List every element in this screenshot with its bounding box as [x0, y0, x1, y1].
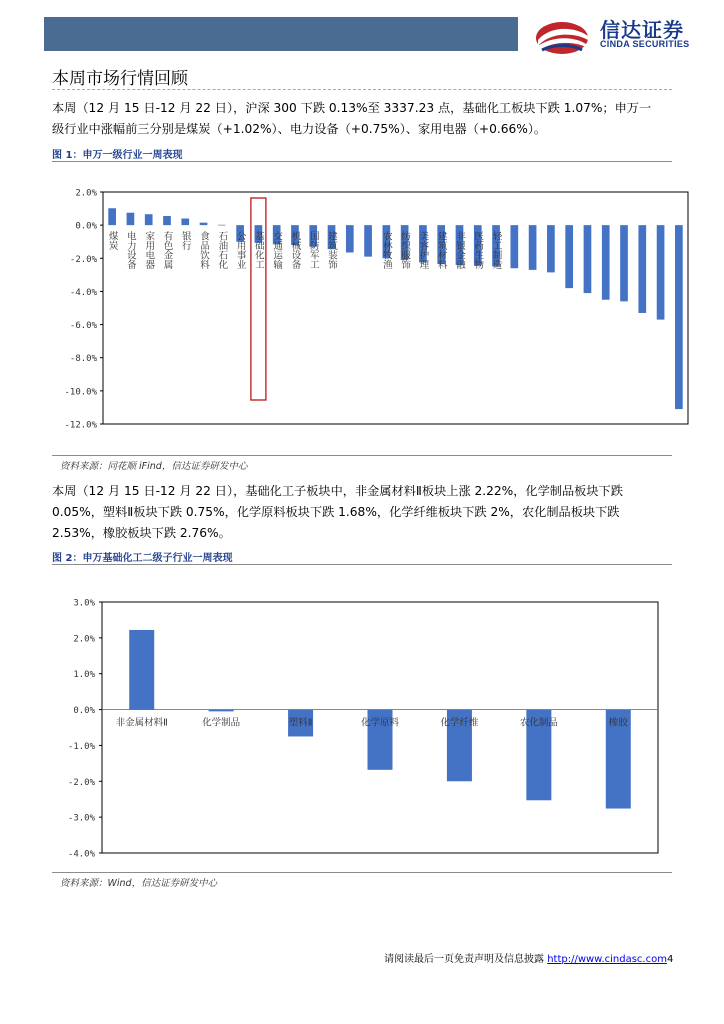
bar [584, 225, 592, 293]
x-tick-label: 塑料Ⅱ [288, 717, 313, 729]
x-tick-label: 轻工制造 [490, 231, 502, 270]
bar [364, 225, 372, 256]
y-tick-label: 1.0% [73, 670, 95, 681]
subsector-weekly-bar-chart [52, 588, 672, 863]
x-tick-label: 化学制品 [202, 717, 241, 729]
cinda-logo-icon [532, 14, 592, 56]
footer-disclaimer [384, 950, 673, 965]
x-tick-label: 交通运输 [271, 231, 283, 270]
bar [657, 225, 665, 319]
x-tick-label: 食品饮料 [198, 231, 210, 270]
x-tick-label: 橡胶 [608, 717, 628, 729]
brand-name-en: CINDA SECURITIES [600, 39, 690, 49]
paragraph-market-review [52, 98, 676, 140]
paragraph-line: 本周（12 月 15 日-12 月 22 日），沪深 300 下跌 0.13%至 3337.23 点，基础化工板块下跌 1.07%；申万一 [52, 101, 652, 115]
title-divider [52, 89, 672, 90]
bar [200, 223, 208, 225]
bar [163, 216, 171, 225]
figure-2-bottom-rule [52, 872, 672, 873]
x-tick-label: 建筑装饰 [326, 231, 338, 270]
x-tick-label: 美容护理 [417, 231, 429, 270]
x-tick-label: 医药生物 [472, 231, 484, 270]
x-tick-label: 家用电器 [143, 231, 155, 270]
bar [145, 214, 153, 225]
industry-weekly-bar-chart [52, 170, 692, 440]
x-tick-label: 非银金融 [453, 231, 465, 270]
y-tick-label: -12.0% [64, 420, 97, 431]
y-tick-label: -6.0% [69, 321, 97, 332]
paragraph-subsector-review [52, 481, 676, 544]
x-tick-label: 农化制品 [519, 717, 558, 729]
x-tick-label: 公用事业 [234, 231, 246, 270]
page-number: 4 [666, 954, 674, 965]
figure-1-bottom-rule [52, 455, 672, 456]
x-tick-label: 建筑材料 [435, 231, 447, 270]
bar [181, 219, 189, 226]
bar [108, 208, 116, 225]
y-tick-label: 0.0% [73, 706, 95, 717]
bar [127, 213, 135, 225]
bar [675, 225, 683, 409]
footer-text: 请阅读最后一页免责声明及信息披露 [384, 954, 548, 965]
y-tick-label: -8.0% [69, 354, 97, 365]
brand-name-cn: 信达证券 [600, 18, 684, 42]
figure-2-caption: 图 2：申万基础化工二级子行业一周表现 [52, 553, 233, 564]
plot-frame [103, 192, 688, 424]
x-tick-label: 电力设备 [124, 231, 136, 270]
footer-link[interactable]: http://www.cindasc.com [547, 954, 667, 965]
y-tick-label: -1.0% [67, 741, 95, 752]
y-tick-label: -4.0% [67, 849, 95, 860]
x-tick-label: 煤炭 [106, 231, 118, 251]
bar [547, 225, 555, 272]
y-tick-label: 2.0% [75, 188, 97, 199]
bar [620, 225, 628, 301]
bar [209, 710, 234, 712]
figure-2-top-rule [52, 564, 672, 565]
y-tick-label: 3.0% [73, 598, 95, 609]
x-tick-label: 纺织服饰 [399, 231, 411, 270]
y-tick-label: 0.0% [75, 221, 97, 232]
paragraph-line: 本周（12 月 15 日-12 月 22 日），基础化工子板块中，非金属材料Ⅱ板块上涨 2.22%，化学制品板块下跌 [52, 484, 623, 498]
x-tick-label: 机械设备 [289, 231, 301, 270]
bar [565, 225, 573, 288]
y-tick-label: -2.0% [67, 777, 95, 788]
bar [129, 630, 154, 710]
bar [218, 225, 226, 226]
section-title: 本周市场行情回顾 [52, 69, 188, 89]
paragraph-line: 2.53%，橡胶板块下跌 2.76%。 [52, 526, 231, 540]
bar [346, 225, 354, 252]
y-tick-label: -10.0% [64, 387, 97, 398]
x-tick-label: 国防军工 [307, 231, 319, 270]
y-tick-label: -3.0% [67, 813, 95, 824]
x-tick-label: 银行 [179, 231, 191, 251]
paragraph-line: 级行业中涨幅前三分别是煤炭（+1.02%）、电力设备（+0.75%）、家用电器（+0.66%）。 [52, 122, 547, 136]
header-banner [44, 17, 518, 51]
figure-1-top-rule [52, 161, 672, 162]
y-tick-label: 2.0% [73, 634, 95, 645]
x-tick-label: 石油石化 [216, 231, 228, 270]
x-tick-label: 非金属材料Ⅱ [115, 717, 168, 729]
y-tick-label: -4.0% [69, 287, 97, 298]
figure-2-source: 资料来源：Wind，信达证券研发中心 [60, 878, 218, 889]
x-tick-label: 有色金属 [161, 231, 173, 270]
figure-1-caption: 图 1：申万一级行业一周表现 [52, 150, 183, 161]
bar [602, 225, 610, 300]
x-tick-label: 基础化工 [252, 231, 264, 270]
y-tick-label: -2.0% [69, 254, 97, 265]
bar [510, 225, 518, 268]
x-tick-label: 化学原料 [360, 717, 400, 729]
bar [638, 225, 646, 313]
paragraph-line: 0.05%，塑料Ⅱ板块下跌 0.75%，化学原料板块下跌 1.68%，化学纤维板块下跌 2%，农化制品板块下跌 [52, 505, 620, 519]
x-tick-label: 农林牧渔 [380, 231, 392, 270]
x-tick-label: 化学纤维 [440, 717, 479, 729]
bar [529, 225, 537, 270]
figure-1-source: 资料来源：同花顺 iFind，信达证券研发中心 [60, 461, 248, 472]
